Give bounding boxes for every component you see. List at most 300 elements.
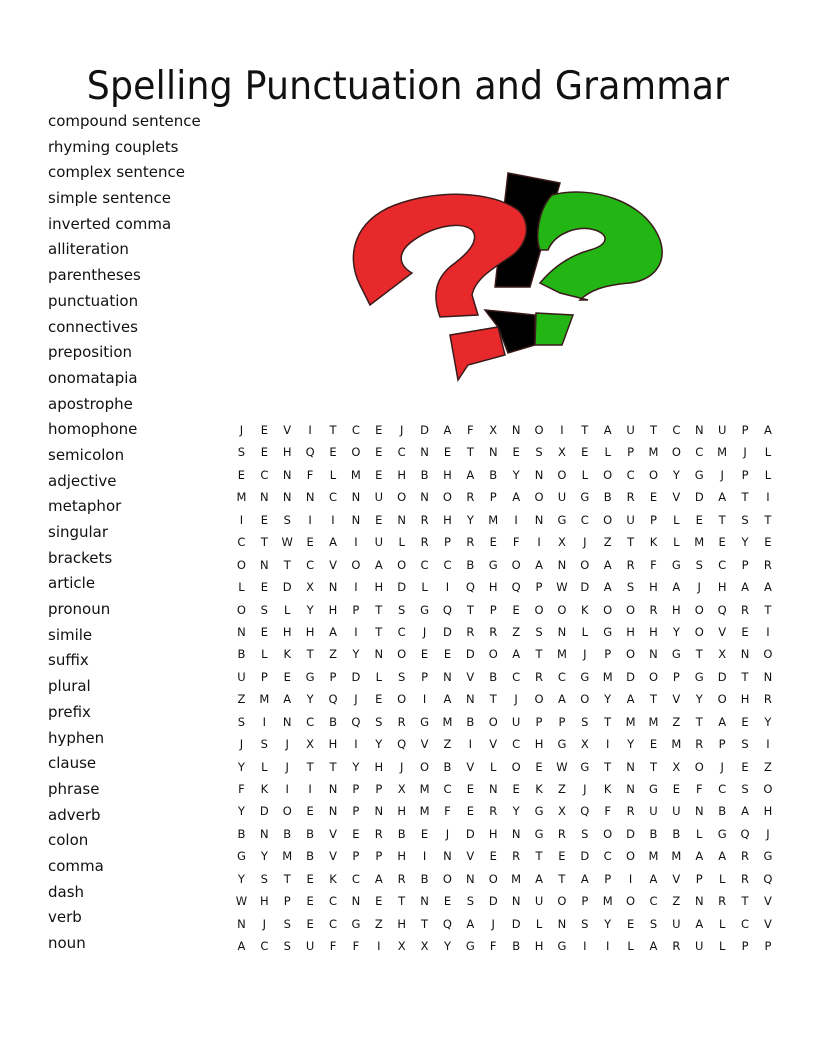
grid-letter: M [671,737,682,752]
grid-letter: P [535,714,543,729]
grid-letter: L [696,826,703,841]
grid-letter: C [306,714,315,729]
grid-letter: Z [512,624,521,639]
grid-row [230,578,779,600]
grid-letter: H [374,580,384,595]
grid-letter: N [237,916,246,931]
grid-letter: H [443,512,452,527]
grid-letter: L [421,580,428,595]
grid-letter: P [604,647,612,662]
word-list-item: hyphen [48,728,105,747]
grid-letter: P [627,445,635,460]
word-list-item: pronoun [48,600,111,619]
grid-letter: A [535,557,543,572]
grid-letter: M [694,535,705,550]
grid-letter: R [672,939,681,954]
grid-letter: A [329,535,337,550]
grid-letter: T [581,423,589,437]
grid-letter: E [512,602,520,617]
grid-letter: I [560,423,564,437]
grid-letter: U [511,714,521,729]
grid-letter: G [671,557,681,572]
grid-letter: T [375,602,383,617]
grid-letter: D [259,804,269,819]
grid-letter: O [511,759,521,774]
grid-letter: Y [672,467,680,482]
grid-letter: C [328,916,338,931]
grid-letter: J [583,782,587,796]
grid-letter: I [766,624,770,639]
word-list-item: singular [48,523,109,541]
grid-letter: I [766,490,770,505]
grid-letter: F [489,939,497,954]
grid-letter: I [354,535,358,550]
grid-letter: R [718,894,727,909]
grid-letter: Z [603,535,612,550]
grid-letter: X [672,759,681,774]
grid-letter: I [628,871,633,886]
grid-letter: N [557,624,567,639]
grid-letter: E [512,782,520,796]
grid-letter: R [763,692,772,707]
word-list-item: homophone [48,420,138,439]
grid-letter: Q [717,602,727,617]
grid-letter: L [329,467,337,482]
grid-letter: O [236,602,246,617]
grid-letter: G [534,804,544,819]
grid-letter: Y [352,647,360,662]
grid-letter: B [306,849,315,864]
word-list-item: colon [48,831,89,850]
grid-letter: G [694,467,704,482]
grid-letter: F [306,467,314,482]
grid-letter: C [649,894,658,909]
grid-letter: J [697,580,701,595]
word-list-item: compound sentence [48,112,201,130]
grid-letter: A [466,467,475,482]
grid-letter: B [283,826,292,841]
grid-letter: L [673,512,680,527]
grid-letter: E [306,871,314,886]
grid-letter: Y [375,737,383,752]
grid-letter: J [583,647,587,662]
grid-letter: R [741,871,750,886]
grid-letter: E [649,737,658,752]
grid-letter: C [260,939,269,954]
grid-letter: U [717,423,727,437]
grid-letter: H [534,737,544,752]
grid-letter: C [237,535,246,550]
grid-letter: I [766,737,770,752]
grid-letter: O [557,467,567,482]
grid-letter: K [329,871,337,886]
grid-letter: P [695,871,703,886]
grid-letter: T [649,423,657,437]
grid-letter: Y [695,692,703,707]
grid-letter: I [468,737,473,752]
grid-letter: D [420,423,429,437]
grid-letter: G [717,826,727,841]
grid-letter: C [512,669,521,684]
grid-row [230,847,779,869]
grid-letter: E [283,669,291,684]
grid-letter: Q [740,826,750,841]
grid-letter: A [557,692,566,707]
grid-letter: P [352,849,360,864]
grid-letter: W [556,759,568,774]
grid-letter: P [375,782,383,796]
grid-row [230,825,779,847]
grid-letter: G [603,624,613,639]
grid-letter: T [741,669,749,684]
word-list-item: comma [48,856,104,875]
grid-letter: R [763,557,772,572]
grid-letter: S [283,512,291,527]
grid-letter: N [626,759,635,774]
grid-letter: D [465,826,475,841]
grid-letter: F [444,804,451,819]
word-list-item: simple sentence [48,189,171,208]
grid-letter: N [534,467,544,482]
grid-letter: O [557,602,567,617]
grid-letter: M [488,512,499,527]
grid-letter: Z [443,737,452,752]
grid-letter: G [305,669,315,684]
grid-letter: T [306,647,314,662]
grid-letter: N [649,647,658,662]
grid-letter: N [466,871,475,886]
grid-letter: T [421,916,429,931]
grid-letter: Q [511,580,521,595]
grid-letter: S [581,826,589,841]
grid-letter: L [718,916,726,931]
grid-letter: E [466,804,474,819]
grid-letter: P [489,602,497,617]
grid-letter: L [581,624,589,639]
grid-letter: G [420,714,430,729]
grid-letter: S [741,512,749,527]
grid-letter: P [604,871,612,886]
grid-letter: E [237,467,246,482]
grid-letter: M [350,467,361,482]
grid-letter: A [603,580,612,595]
grid-letter: V [763,894,772,909]
grid-letter: G [580,669,590,684]
grid-letter: A [649,939,658,954]
grid-letter: E [260,423,268,437]
grid-letter: T [649,759,657,774]
grid-letter: S [581,916,589,931]
grid-letter: X [489,423,498,437]
grid-letter: H [626,624,635,639]
grid-letter: S [398,602,406,617]
word-list-item: preposition [48,343,133,362]
grid-letter: C [397,624,406,639]
grid-letter: Y [306,602,314,617]
grid-letter: I [239,512,244,527]
grid-letter: S [237,445,246,460]
grid-letter: O [351,445,361,460]
grid-letter: Y [352,759,360,774]
grid-letter: I [308,782,312,796]
grid-letter: U [672,916,681,931]
grid-letter: O [488,647,498,662]
grid-letter: N [351,894,361,909]
grid-letter: A [466,916,475,931]
grid-letter: M [671,849,682,864]
grid-letter: L [627,939,634,954]
grid-letter: L [375,669,382,684]
grid-letter: S [398,669,406,684]
grid-letter: X [397,939,406,954]
grid-letter: V [763,916,772,931]
grid-letter: N [557,557,567,572]
grid-letter: Y [306,692,314,707]
grid-letter: M [282,849,293,864]
grid-letter: Y [627,737,635,752]
grid-letter: N [443,669,452,684]
grid-letter: K [535,782,543,796]
grid-letter: H [397,467,406,482]
grid-letter: L [673,535,680,550]
grid-letter: B [397,826,406,841]
grid-letter: E [260,512,268,527]
grid-letter: R [741,602,750,617]
grid-letter: R [557,826,566,841]
grid-letter: Y [260,849,268,864]
grid-letter: H [488,580,498,595]
grid-letter: K [581,602,589,617]
grid-letter: P [741,423,749,437]
grid-letter: K [603,782,612,796]
grid-letter: O [397,647,407,662]
grid-letter: C [741,916,750,931]
grid-letter: E [306,804,314,819]
grid-letter: Q [465,580,475,595]
grid-letter: D [580,580,590,595]
grid-letter: E [558,849,566,864]
grid-letter: X [306,737,315,752]
grid-letter: N [328,580,338,595]
grid-letter: A [374,871,383,886]
grid-letter: E [626,916,635,931]
grid-letter: D [694,490,704,505]
grid-letter: E [489,849,497,864]
grid-letter: S [375,714,383,729]
grid-letter: P [741,557,749,572]
grid-letter: T [466,602,474,617]
grid-letter: E [260,624,268,639]
grid-letter: N [626,782,635,796]
grid-letter: U [557,490,567,505]
grid-letter: O [763,647,773,662]
grid-letter: O [580,692,590,707]
grid-letter: A [741,580,749,595]
grid-letter: X [557,535,566,550]
grid-letter: G [557,939,567,954]
grid-letter: A [763,580,772,595]
grid-letter: A [741,804,749,819]
grid-letter: P [741,467,749,482]
grid-letter: T [398,894,406,909]
grid-letter: D [488,894,498,909]
grid-letter: A [580,871,589,886]
grid-letter: M [556,647,567,662]
grid-letter: F [329,939,337,954]
grid-row [230,443,779,465]
grid-letter: N [557,916,567,931]
grid-letter: O [603,512,613,527]
grid-letter: U [374,490,383,505]
grid-letter: T [489,692,497,707]
grid-letter: P [718,737,726,752]
grid-letter: J [720,467,724,482]
grid-row [230,870,779,892]
grid-letter: H [397,804,406,819]
grid-letter: Q [442,602,452,617]
grid-letter: E [306,894,314,909]
grid-letter: J [583,535,587,550]
grid-letter: B [420,871,429,886]
grid-letter: J [720,759,724,774]
grid-letter: A [329,624,337,639]
grid-letter: S [260,871,268,886]
grid-letter: L [581,467,589,482]
grid-letter: N [420,894,429,909]
grid-row [230,488,779,510]
word-list-item: apostrophe [48,394,133,413]
word-list-item: phrase [48,779,100,798]
grid-letter: O [603,602,613,617]
grid-letter: J [239,737,244,752]
grid-letter: O [603,467,613,482]
grid-letter: R [466,535,475,550]
grid-letter: V [466,669,475,684]
grid-letter: Q [305,445,315,460]
grid-letter: Y [466,512,474,527]
grid-letter: J [422,624,427,639]
grid-letter: N [511,894,521,909]
grid-letter: B [443,759,452,774]
grid-letter: F [352,939,360,954]
word-search-grid [230,421,779,960]
grid-letter: X [397,782,406,796]
grid-letter: G [465,939,475,954]
grid-letter: C [603,849,612,864]
grid-letter: P [283,894,291,909]
grid-letter: Q [328,692,338,707]
grid-letter: O [603,826,613,841]
green-dot-icon [535,313,573,345]
grid-letter: M [602,669,613,684]
grid-letter: B [489,467,498,482]
grid-letter: U [672,804,681,819]
grid-letter: T [604,759,612,774]
grid-letter: A [718,849,727,864]
grid-letter: Y [604,692,612,707]
grid-letter: H [488,826,498,841]
grid-letter: J [766,826,770,841]
grid-letter: H [672,602,681,617]
grid-letter: I [605,737,610,752]
grid-letter: R [420,535,429,550]
grid-letter: C [328,894,338,909]
grid-letter: O [397,692,407,707]
grid-letter: H [763,804,773,819]
grid-letter: C [672,423,681,437]
grid-letter: X [420,939,429,954]
grid-letter: O [420,759,430,774]
grid-letter: S [581,714,589,729]
red-dot-icon [450,327,505,380]
grid-row [230,690,779,712]
grid-letter: E [741,759,749,774]
grid-letter: Q [351,714,361,729]
grid-letter: S [283,916,291,931]
grid-letter: L [261,647,268,662]
grid-letter: F [604,804,611,819]
word-list-item: parentheses [48,266,141,285]
grid-letter: I [262,714,267,729]
grid-letter: Q [442,916,452,931]
grid-letter: O [626,647,636,662]
grid-letter: A [283,692,292,707]
grid-letter: F [512,535,520,550]
grid-letter: T [741,490,749,505]
grid-letter: S [283,939,291,954]
grid-letter: E [352,826,360,841]
grid-letter: M [511,871,522,886]
grid-letter: C [443,557,452,572]
grid-letter: C [306,557,315,572]
grid-letter: A [443,423,452,437]
grid-letter: B [466,557,475,572]
grid-letter: J [239,423,244,437]
grid-letter: R [420,512,429,527]
grid-letter: H [282,624,292,639]
grid-letter: X [718,647,727,662]
grid-letter: O [534,692,544,707]
grid-letter: T [558,871,566,886]
grid-letter: C [351,871,360,886]
grid-letter: H [717,580,727,595]
grid-letter: H [328,602,338,617]
grid-letter: Z [672,714,681,729]
grid-letter: H [260,894,269,909]
grid-letter: L [238,580,245,595]
grid-letter: T [329,759,337,774]
grid-letter: M [648,849,659,864]
grid-row [230,645,779,667]
grid-letter: H [649,624,658,639]
grid-letter: E [764,535,772,550]
grid-letter: P [535,580,543,595]
word-list-item: alliteration [48,240,129,259]
grid-letter: Y [237,871,245,886]
grid-letter: A [512,490,521,505]
grid-letter: O [442,490,452,505]
word-list-item: brackets [48,548,113,567]
grid-letter: N [305,490,315,505]
grid-letter: A [718,490,727,505]
grid-letter: A [695,849,704,864]
grid-letter: N [466,692,475,707]
grid-letter: T [329,423,337,437]
grid-letter: B [649,826,658,841]
grid-letter: G [351,916,361,931]
grid-letter: F [695,782,703,796]
grid-letter: S [741,737,749,752]
